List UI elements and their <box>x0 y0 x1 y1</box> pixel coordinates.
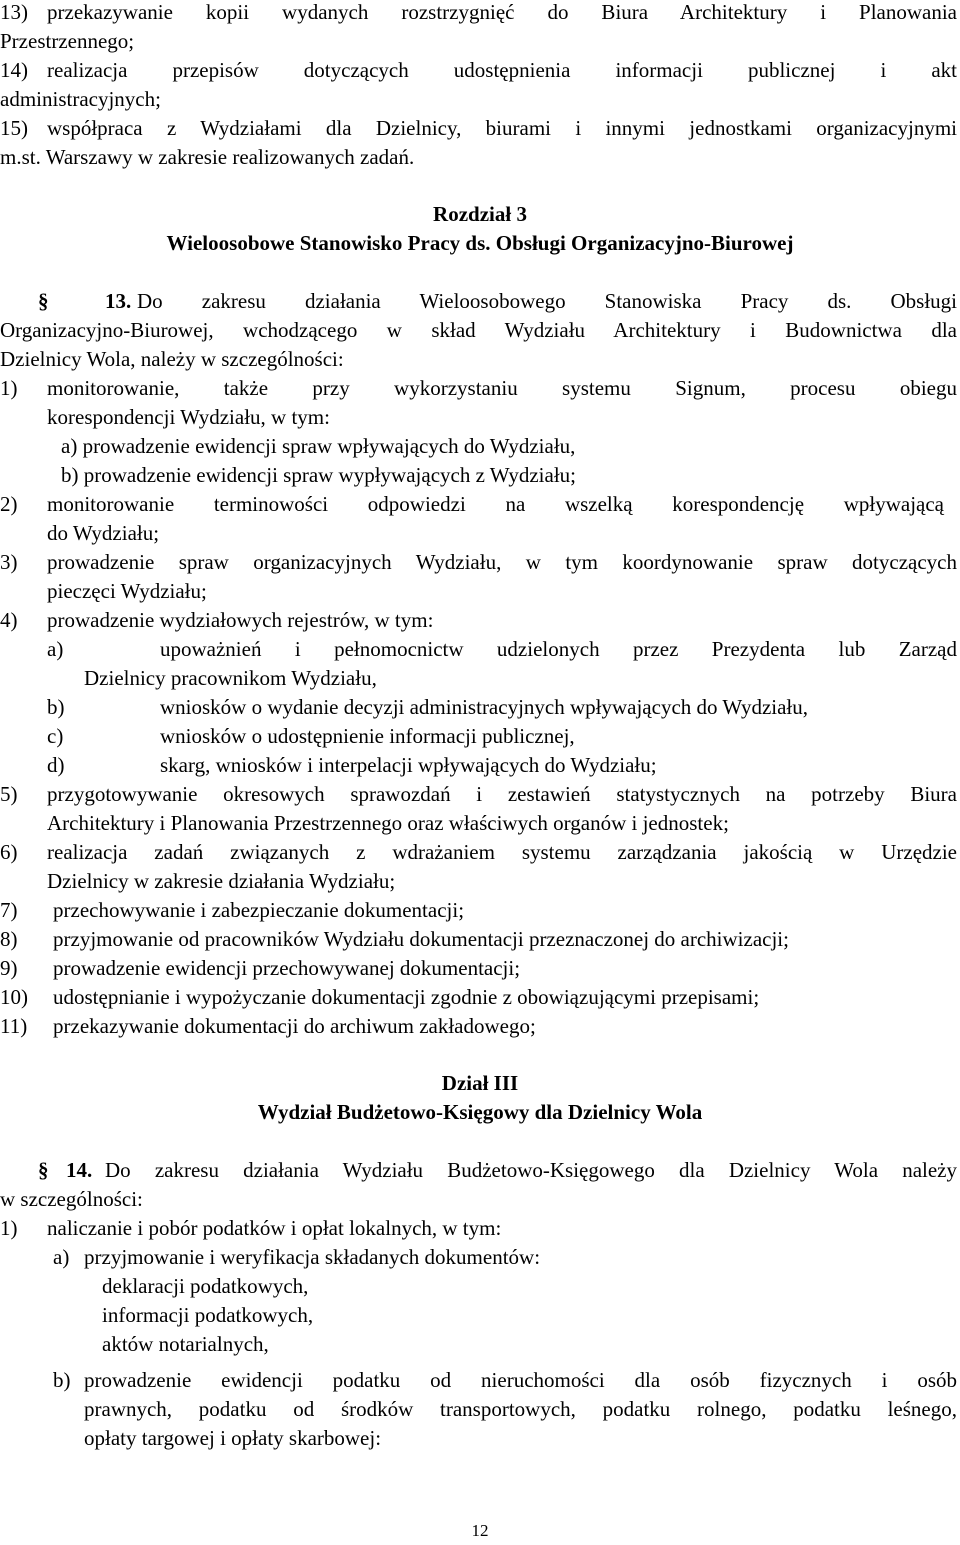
list-item-text: prowadzenie wydziałowych rejestrów, w tym: <box>47 608 434 632</box>
chapter-title: Rozdział 3 <box>433 202 527 226</box>
sub-list-text: przyjmowanie i weryfikacja składanych dokumentów: <box>84 1245 541 1269</box>
list-item-number: 15) <box>0 116 28 140</box>
sub-list-text: opłaty targowej i opłaty skarbowej: <box>84 1426 382 1450</box>
sub-list-letter: d) <box>47 753 65 777</box>
section-mark: § <box>38 1158 49 1182</box>
sub-list-text: prowadzenie ewidencji podatku od nieruchomości dla osób fizycznych i osób <box>84 1368 957 1392</box>
list-item-number: 7) <box>0 898 18 922</box>
sub-list-letter: a) <box>47 637 64 661</box>
list-item-number: 10) <box>0 985 28 1009</box>
list-item-text: monitorowanie terminowości odpowiedzi na wszelką korespondencję wpływającą <box>47 492 944 516</box>
sub-list-letter: a) <box>53 1245 70 1269</box>
paragraph-text: Do zakresu działania Wydziału Budżetowo-Księgowego dla Dzielnicy Wola należy <box>105 1158 957 1182</box>
list-item-number: 13) <box>0 0 28 24</box>
division-title: Dział III <box>441 1071 519 1095</box>
section-number: 14. <box>66 1158 93 1182</box>
list-item-number: 8) <box>0 927 18 951</box>
list-item-number: 3) <box>0 550 18 574</box>
list-item-number: 4) <box>0 608 18 632</box>
sub-list-item: b) prowadzenie ewidencji spraw wypływających z Wydziału; <box>61 463 576 487</box>
bullet-item: aktów notarialnych, <box>102 1332 269 1356</box>
list-item-number: 1) <box>0 376 18 400</box>
list-item-text: m.st. Warszawy w zakresie realizowanych zadań. <box>0 145 415 169</box>
list-item-number: 14) <box>0 58 28 82</box>
section-mark: § <box>38 289 49 313</box>
list-item-number: 5) <box>0 782 18 806</box>
sub-list-text: prawnych, podatku od środków transportowych, podatku rolnego, podatku leśnego, <box>84 1397 957 1421</box>
list-item-number: 1) <box>0 1216 18 1240</box>
list-item-text: realizacja przepisów dotyczących udostępnienia informacji publicznej i akt <box>47 58 957 82</box>
paragraph-text: w szczególności: <box>0 1187 143 1211</box>
list-item-number: 9) <box>0 956 18 980</box>
list-item-text: pieczęci Wydziału; <box>47 579 207 603</box>
list-item-text: korespondencji Wydziału, w tym: <box>47 405 330 429</box>
list-item-text: współpraca z Wydziałami dla Dzielnicy, biurami i innymi jednostkami organizacyjnymi <box>47 116 957 140</box>
paragraph-text: Do zakresu działania Wieloosobowego Stanowiska Pracy ds. Obsługi <box>137 289 957 313</box>
chapter-subtitle: Wieloosobowe Stanowisko Pracy ds. Obsługi Organizacyjno-Biurowej <box>166 231 794 255</box>
sub-list-text: upoważnień i pełnomocnictw udzielonych przez Prezydenta lub Zarząd <box>160 637 957 661</box>
list-item-number: 2) <box>0 492 18 516</box>
list-item-text: prowadzenie spraw organizacyjnych Wydziału, w tym koordynowanie spraw dotyczących <box>47 550 957 574</box>
page-number: 12 <box>471 1521 489 1540</box>
list-item-text: Architektury i Planowania Przestrzennego oraz właściwych organów i jednostek; <box>47 811 729 835</box>
sub-list-letter: b) <box>47 695 65 719</box>
list-item-text: do Wydziału; <box>47 521 160 545</box>
sub-list-item: a) prowadzenie ewidencji spraw wpływających do Wydziału, <box>61 434 576 458</box>
list-item-text: Dzielnicy w zakresie działania Wydziału; <box>47 869 396 893</box>
list-item-number: 6) <box>0 840 18 864</box>
sub-list-text: wniosków o wydanie decyzji administracyjnych wpływających do Wydziału, <box>160 695 809 719</box>
list-item-text: przechowywanie i zabezpieczanie dokumentacji; <box>53 898 465 922</box>
list-item-text: przekazywanie kopii wydanych rozstrzygnięć do Biura Architektury i Planowania <box>47 0 957 24</box>
list-item-text: Przestrzennego; <box>0 29 135 53</box>
sub-list-text: Dzielnicy pracownikom Wydziału, <box>84 666 377 690</box>
list-item-text: realizacja zadań związanych z wdrażaniem systemu zarządzania jakością w Urzędzie <box>47 840 957 864</box>
list-item-text: naliczanie i pobór podatków i opłat lokalnych, w tym: <box>47 1216 502 1240</box>
paragraph-text: Organizacyjno-Biurowej, wchodzącego w skład Wydziału Architektury i Budownictwa dla <box>0 318 957 342</box>
sub-list-text: skarg, wniosków i interpelacji wpływających do Wydziału; <box>160 753 657 777</box>
list-item-text: administracyjnych; <box>0 87 161 111</box>
bullet-item: informacji podatkowych, <box>102 1303 314 1327</box>
section-number: 13. <box>105 289 132 313</box>
list-item-text: przyjmowanie od pracowników Wydziału dokumentacji przeznaczonej do archiwizacji; <box>53 927 789 951</box>
paragraph-text: Dzielnicy Wola, należy w szczególności: <box>0 347 344 371</box>
list-item-text: monitorowanie, także przy wykorzystaniu systemu Signum, procesu obiegu <box>47 376 957 400</box>
list-item-text: prowadzenie ewidencji przechowywanej dokumentacji; <box>53 956 521 980</box>
list-item-text: przekazywanie dokumentacji do archiwum zakładowego; <box>53 1014 536 1038</box>
list-item-text: przygotowywanie okresowych sprawozdań i zestawień statystycznych na potrzeby Biura <box>47 782 957 806</box>
list-item-text: udostępnianie i wypożyczanie dokumentacji zgodnie z obowiązującymi przepisami; <box>53 985 760 1009</box>
division-subtitle: Wydział Budżetowo-Księgowy dla Dzielnicy Wola <box>257 1100 703 1124</box>
list-item-number: 11) <box>0 1014 28 1038</box>
sub-list-letter: b) <box>53 1368 71 1392</box>
bullet-item: deklaracji podatkowych, <box>102 1274 309 1298</box>
sub-list-letter: c) <box>47 724 64 748</box>
sub-list-text: wniosków o udostępnienie informacji publicznej, <box>160 724 575 748</box>
